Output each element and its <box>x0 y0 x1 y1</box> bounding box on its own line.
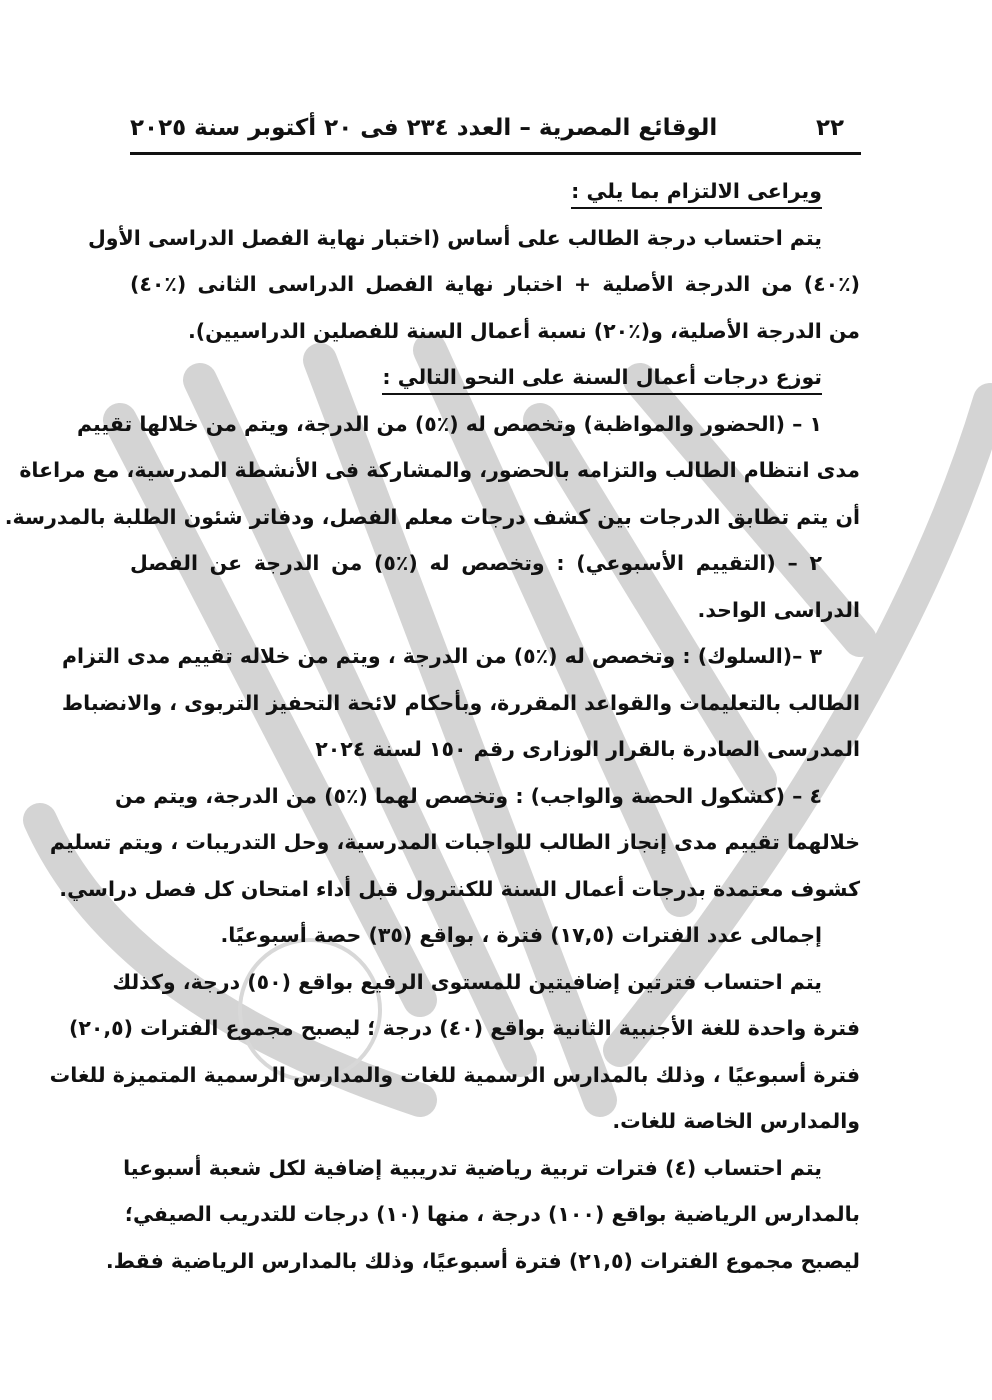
gazette-title: الوقائع المصرية – العدد ٢٣٤ فى ٢٠ أكتوبر سنة ٢٠٢٥ <box>130 115 718 141</box>
line-text: كشوف معتمدة بدرجات أعمال السنة للكنترول قبل أداء امتحان كل فصل دراسي. <box>59 876 860 901</box>
line-text: ١ – (الحضور والمواظبة) وتخصص له (٪٥) من الدرجة، ويتم من خلالها تقييم <box>76 411 822 436</box>
line-text: الطالب بالتعليمات والقواعد المقررة، وبأحكام لائحة التحفيز التربوى ، والانضباط <box>61 690 860 715</box>
text-line <box>115 773 860 820</box>
line-text: ٢ – (التقييم الأسبوعي) : وتخصص له (٪٥) من الدرجة عن الفصل <box>130 551 822 575</box>
text-line <box>112 959 860 1006</box>
text-line <box>19 447 860 494</box>
line-text: (٪٤٠) من الدرجة الأصلية + اختبار نهاية الفصل الدراسى الثانى (٪٤٠) <box>130 272 860 296</box>
text-line <box>130 308 860 355</box>
text-line <box>130 912 860 959</box>
line-text: فترة واحدة للغة الأجنبية الثانية بواقع (٤٠) درجة ؛ ليصبح مجموع الفترات (٢٠,٥) <box>68 1016 860 1040</box>
line-text: مدى انتظام الطالب والتزامه بالحضور، والمشاركة فى الأنشطة المدرسية، مع مراعاة <box>19 458 860 482</box>
line-text: ويراعى الالتزام بما يلي : <box>571 179 822 209</box>
line-text: ٣ –(السلوك) : وتخصص له (٪٥) من الدرجة ، ويتم من خلاله تقييم مدى التزام <box>62 644 822 668</box>
line-text: يتم احتساب (٤) فترات تربية رياضية تدريبية إضافية لكل شعبة أسبوعيا <box>123 1155 822 1180</box>
text-line <box>105 1238 860 1285</box>
text-line <box>123 1145 860 1192</box>
section-heading <box>130 354 860 401</box>
line-text: إجمالى عدد الفترات (١٧,٥) فترة ، بواقع (٣٥) حصة أسبوعيًا. <box>220 923 822 947</box>
text-line <box>130 1098 860 1145</box>
page-number: ٢٢ <box>815 115 845 141</box>
line-text: من الدرجة الأصلية، و(٪٢٠) نسبة أعمال السنة للفصلين الدراسيين). <box>188 318 860 343</box>
text-line <box>88 215 860 262</box>
text-line <box>130 261 860 308</box>
text-line <box>62 633 860 680</box>
line-text: توزع درجات أعمال السنة على النحو التالي : <box>382 365 822 395</box>
line-text: الدراسى الواحد. <box>697 597 860 622</box>
line-text: أن يتم تطابق الدرجات بين كشف درجات معلم الفصل، ودفاتر شئون الطلبة بالمدرسة. <box>4 504 860 529</box>
text-line <box>130 587 860 634</box>
line-text: ليصبح مجموع الفترات (٢١,٥) فترة أسبوعيًا، وذلك بالمدارس الرياضية فقط. <box>105 1248 860 1273</box>
text-line <box>130 540 860 587</box>
line-text: يتم احتساب درجة الطالب على أساس (اختبار نهاية الفصل الدراسى الأول <box>88 225 822 250</box>
page-header <box>130 108 860 148</box>
text-line <box>130 726 860 773</box>
header-rule <box>130 152 861 155</box>
text-line <box>4 494 860 541</box>
line-text: بالمدارس الرياضية بواقع (١٠٠) درجة ، منها (١٠) درجات للتدريب الصيفي؛ <box>124 1202 860 1226</box>
line-text: يتم احتساب فترتين إضافيتين للمستوى الرفيع بواقع (٥٠) درجة، وكذلك <box>112 969 822 994</box>
text-line <box>49 819 860 866</box>
document-body <box>4 168 860 1284</box>
line-text: ٤ – (كشكول الحصة والواجب) : وتخصص لهما (٪٥) من الدرجة، ويتم من <box>115 783 822 808</box>
text-line <box>68 1005 860 1052</box>
line-text: المدرسى الصادرة بالقرار الوزارى رقم ١٥٠ لسنة ٢٠٢٤ <box>315 737 860 761</box>
line-text: خلالهما تقييم مدى إنجاز الطالب للواجبات المدرسية، وحل التدريبات ، ويتم تسليم <box>49 830 860 854</box>
text-line <box>49 1052 860 1099</box>
text-line <box>59 866 860 913</box>
section-heading <box>130 168 860 215</box>
line-text: والمدارس الخاصة للغات. <box>612 1109 860 1133</box>
text-line <box>61 680 860 727</box>
line-text: فترة أسبوعيًا ، وذلك بالمدارس الرسمية للغات والمدارس الرسمية المتميزة للغات <box>49 1062 860 1087</box>
text-line <box>76 401 860 448</box>
text-line <box>124 1191 860 1238</box>
